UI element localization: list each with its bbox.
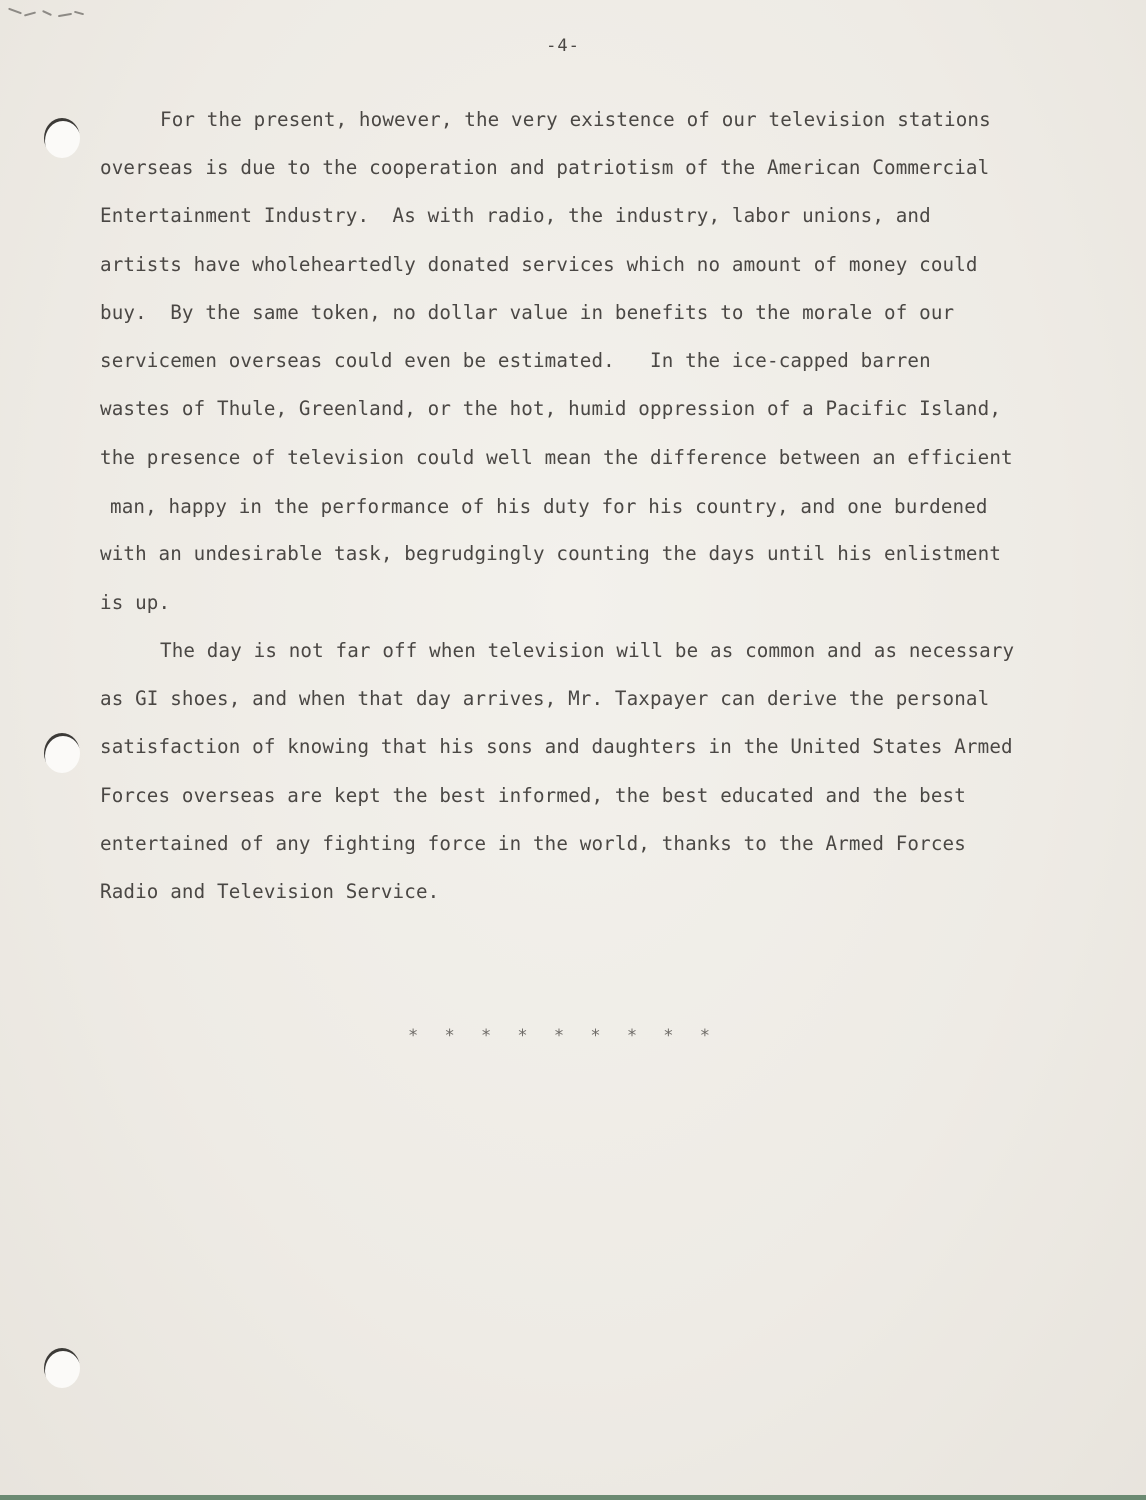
punch-hole-bottom xyxy=(44,1348,80,1388)
paragraph-1-line-2: overseas is due to the cooperation and patriotism of the American Commercial xyxy=(100,156,990,179)
paragraph-1-line-11: is up. xyxy=(100,591,171,614)
paragraph-2-line-5: entertained of any fighting force in the world, thanks to the Armed Forces xyxy=(100,832,966,855)
punch-hole-top xyxy=(44,118,80,158)
paragraph-2-line-3: satisfaction of knowing that his sons and daughters in the United States Armed xyxy=(100,735,1013,758)
paragraph-1-line-8: the presence of television could well mean the difference between an efficient xyxy=(100,446,1013,469)
paragraph-1-line-6: servicemen overseas could even be estimated. In the ice-capped barren xyxy=(100,349,931,372)
paragraph-1-line-4: artists have wholeheartedly donated services which no amount of money could xyxy=(100,253,978,276)
paragraph-2-line-4: Forces overseas are kept the best informed, the best educated and the best xyxy=(100,784,966,807)
paragraph-1-line-7: wastes of Thule, Greenland, or the hot, humid oppression of a Pacific Island, xyxy=(100,397,1002,420)
corner-ink-marks xyxy=(8,6,98,26)
paragraph-1-line-5: buy. By the same token, no dollar value in benefits to the morale of our xyxy=(100,301,955,324)
paragraph-1-line-9: man, happy in the performance of his duty for his country, and one burdened xyxy=(110,495,988,518)
paragraph-2-line-1: The day is not far off when television will be as common and as necessary xyxy=(160,639,1015,662)
paragraph-1-line-1: For the present, however, the very existence of our television stations xyxy=(160,108,991,131)
paragraph-1-line-10: with an undesirable task, begrudgingly counting the days until his enlistment xyxy=(100,542,1002,565)
paragraph-2-line-2: as GI shoes, and when that day arrives, Mr. Taxpayer can derive the personal xyxy=(100,687,990,710)
end-of-section-asterisks: * * * * * * * * * xyxy=(408,1026,718,1046)
paragraph-2-line-6: Radio and Television Service. xyxy=(100,880,440,903)
bottom-edge-strip xyxy=(0,1495,1146,1500)
paragraph-1-line-3: Entertainment Industry. As with radio, the industry, labor unions, and xyxy=(100,204,931,227)
page-number: -4- xyxy=(546,36,580,56)
punch-hole-middle xyxy=(44,733,80,773)
